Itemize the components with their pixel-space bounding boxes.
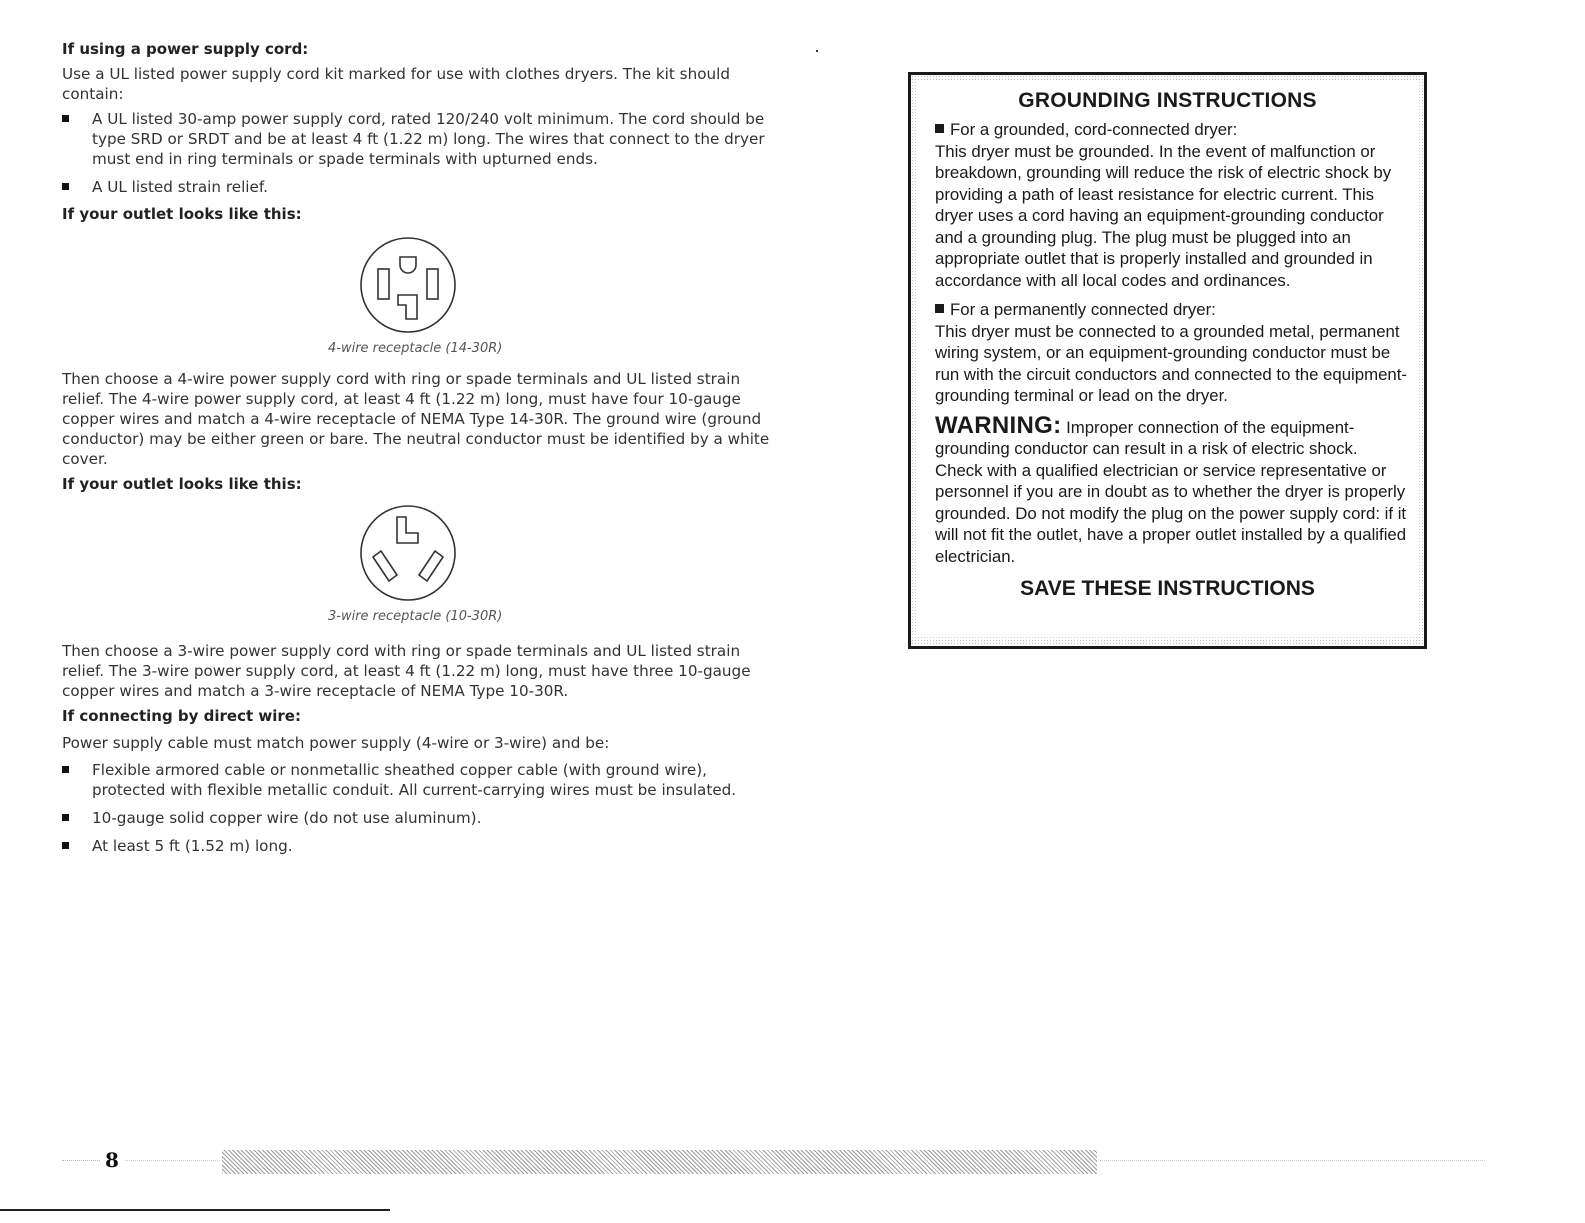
list-item-text: Flexible armored cable or nonmetallic sheathed copper cable (with ground wire), protected with flexible metallic conduit. All current-carrying wires must be insulated. xyxy=(92,761,737,799)
bottom-rule xyxy=(0,1209,390,1211)
permanent-section xyxy=(918,299,1417,407)
grounded-cord-section xyxy=(918,119,1417,291)
text-3-wire: Then choose a 3-wire power supply cord with ring or spade terminals and UL listed strain relief. The 3-wire power supply cord, at least 4 ft (1.22 m) long, must have three 10-gauge copper wires and match a 3-wire receptacle of NEMA Type 10-30R. xyxy=(62,642,751,700)
heading-direct-wire: If connecting by direct wire: xyxy=(62,707,301,725)
scan-speck xyxy=(816,50,818,52)
receptacle-14-30r-icon xyxy=(356,233,460,337)
heading-outlet-3-wire: If your outlet looks like this: xyxy=(62,475,302,493)
grounding-box-content xyxy=(918,81,1417,636)
permanent-label: For a permanently connected dryer: xyxy=(950,300,1216,319)
list-item-text: A UL listed 30-amp power supply cord, rated 120/240 volt minimum. The cord should be type SRD or SRDT and be at least 4 ft (1.22 m) long. The wires that connect to the dryer must end in ring terminals or spade terminals with upturned ends. xyxy=(92,110,765,168)
left-column xyxy=(62,38,780,864)
list-item xyxy=(62,109,780,169)
bullet-square-icon xyxy=(62,115,69,122)
warning-section xyxy=(918,411,1417,568)
bullet-square-icon xyxy=(935,124,944,133)
grounded-label: For a grounded, cord-connected dryer: xyxy=(950,120,1238,139)
heading-power-supply-cord: If using a power supply cord: xyxy=(62,40,309,58)
list-item xyxy=(62,177,780,197)
heading-outlet-4-wire: If your outlet looks like this: xyxy=(62,205,302,223)
warning-text: Improper connection of the equipment-grounding conductor can result in a risk of electric shock. Check with a qualified electrician or service representative or personnel if you are in doubt as to whether the dryer is properly grounded. Do not modify the plug on the power supply cord: if it will not fit the outlet, have a proper outlet installed by a qualified electrician. xyxy=(935,417,1407,566)
bullet-square-icon xyxy=(62,842,69,849)
direct-wire-list xyxy=(62,760,780,856)
text-4-wire: Then choose a 4-wire power supply cord with ring or spade terminals and UL listed strain relief. The 4-wire power supply cord, at least 4 ft (1.22 m) long, must have four 10-gauge copper wires and match a 4-wire receptacle of NEMA Type 14-30R. The ground wire (ground conductor) may be either green or bare. The neutral conductor must be identified by a white cover. xyxy=(62,370,770,468)
direct-wire-intro: Power supply cable must match power supply (4-wire or 3-wire) and be: xyxy=(62,734,610,752)
receptacle-10-30r-icon xyxy=(356,501,460,605)
footer-dotted-rule xyxy=(1100,1160,1485,1163)
power-cord-kit-list xyxy=(62,109,780,197)
list-item xyxy=(62,836,780,856)
bullet-square-icon xyxy=(62,766,69,773)
footer-hatched-bar xyxy=(222,1150,1097,1174)
permanent-text: This dryer must be connected to a grounded metal, permanent wiring system, or an equipment-grounding conductor must be run with the circuit conductors and connected to the equipment-grounding terminal or lead on the dryer. xyxy=(935,321,1408,405)
caption-3-wire: 3-wire receptacle (10-30R) xyxy=(328,609,503,624)
caption-4-wire: 4-wire receptacle (14-30R) xyxy=(328,341,503,356)
bullet-square-icon xyxy=(935,304,944,313)
figure-3-wire xyxy=(62,501,780,605)
footer-dotted-rule xyxy=(125,1160,220,1163)
list-item-text: At least 5 ft (1.52 m) long. xyxy=(92,837,293,855)
power-cord-intro: Use a UL listed power supply cord kit marked for use with clothes dryers. The kit should contain: xyxy=(62,65,730,103)
list-item-text: 10-gauge solid copper wire (do not use aluminum). xyxy=(92,809,482,827)
save-instructions: SAVE THESE INSTRUCTIONS xyxy=(1020,577,1315,600)
page-number: 8 xyxy=(105,1148,119,1172)
warning-label: WARNING: xyxy=(935,411,1062,439)
list-item xyxy=(62,760,780,800)
list-item-text: A UL listed strain relief. xyxy=(92,178,268,196)
grounding-instructions-box xyxy=(908,72,1427,649)
grounding-title: GROUNDING INSTRUCTIONS xyxy=(1018,89,1317,112)
footer-dotted-rule xyxy=(62,1160,100,1163)
figure-4-wire xyxy=(62,233,780,337)
bullet-square-icon xyxy=(62,183,69,190)
grounded-text: This dryer must be grounded. In the event of malfunction or breakdown, grounding will reduce the risk of electric shock by providing a path of least resistance for electric current. This dryer uses a cord having an equipment-grounding conductor and a grounding plug. The plug must be plugged into an appropriate outlet that is properly installed and grounded in accordance with all local codes and ordinances. xyxy=(935,141,1392,290)
list-item xyxy=(62,808,780,828)
bullet-square-icon xyxy=(62,814,69,821)
